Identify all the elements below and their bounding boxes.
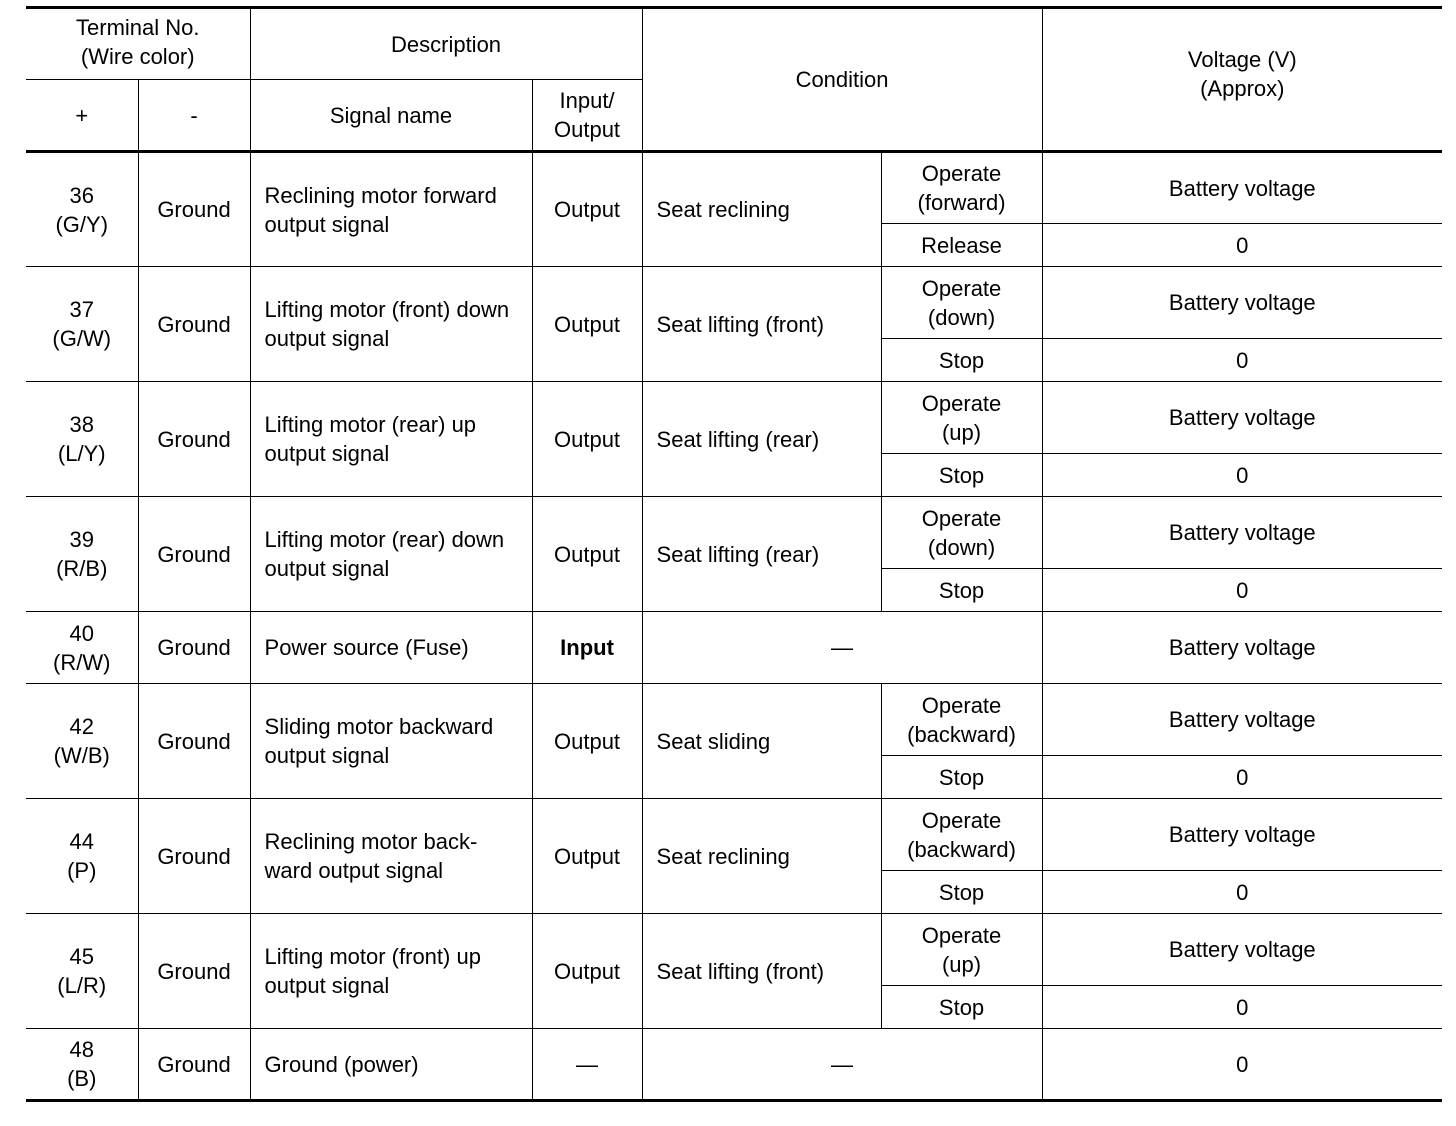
signal-name-cell: Lifting motor (rear) down output signal	[250, 497, 532, 612]
voltage-header: Voltage (V) (Approx)	[1042, 8, 1442, 152]
voltage-cell: 0	[1042, 756, 1442, 799]
terminal-cell: 37 (G/W)	[26, 267, 138, 382]
voltage-cell: Battery voltage	[1042, 152, 1442, 224]
table-row	[26, 1029, 1442, 1101]
sub-condition-cell: Stop	[881, 569, 1042, 612]
sub-condition-cell: Release	[881, 224, 1042, 267]
io-cell: Output	[532, 267, 642, 382]
terminal-cell: 48 (B)	[26, 1029, 138, 1101]
ground-cell: Ground	[138, 612, 250, 684]
voltage-cell: 0	[1042, 986, 1442, 1029]
sub-condition-cell: Operate (backward)	[881, 799, 1042, 871]
ground-cell: Ground	[138, 152, 250, 267]
minus-header: -	[138, 80, 250, 152]
io-cell: Output	[532, 684, 642, 799]
condition-cell: Seat sliding	[642, 684, 881, 799]
io-cell: Output	[532, 152, 642, 267]
condition-header: Condition	[642, 8, 1042, 152]
sub-condition-cell: Operate (up)	[881, 914, 1042, 986]
condition-cell: Seat lifting (rear)	[642, 382, 881, 497]
ground-cell: Ground	[138, 684, 250, 799]
ground-cell: Ground	[138, 1029, 250, 1101]
io-cell: Output	[532, 799, 642, 914]
voltage-cell: Battery voltage	[1042, 612, 1442, 684]
signal-name-cell: Lifting motor (rear) up output signal	[250, 382, 532, 497]
sub-condition-cell: Stop	[881, 986, 1042, 1029]
terminal-cell: 40 (R/W)	[26, 612, 138, 684]
signal-name-cell: Power source (Fuse)	[250, 612, 532, 684]
terminal-cell: 44 (P)	[26, 799, 138, 914]
voltage-cell: Battery voltage	[1042, 497, 1442, 569]
condition-cell: Seat lifting (front)	[642, 914, 881, 1029]
terminal-cell: 38 (L/Y)	[26, 382, 138, 497]
voltage-cell: 0	[1042, 871, 1442, 914]
table-body	[26, 8, 1442, 1101]
condition-cell: Seat lifting (front)	[642, 267, 881, 382]
voltage-cell: 0	[1042, 224, 1442, 267]
signal-name-cell: Ground (power)	[250, 1029, 532, 1101]
voltage-cell: Battery voltage	[1042, 382, 1442, 454]
table-row	[26, 684, 1442, 756]
signal-name-cell: Lifting motor (front) down output signal	[250, 267, 532, 382]
io-cell: Output	[532, 497, 642, 612]
table-row	[26, 497, 1442, 569]
io-cell: —	[532, 1029, 642, 1101]
voltage-cell: 0	[1042, 1029, 1442, 1101]
sub-condition-cell: Stop	[881, 871, 1042, 914]
voltage-cell: Battery voltage	[1042, 684, 1442, 756]
signal-name-cell: Reclining motor forward output signal	[250, 152, 532, 267]
voltage-cell: 0	[1042, 339, 1442, 382]
signal-name-cell: Lifting motor (front) up output signal	[250, 914, 532, 1029]
voltage-cell: 0	[1042, 454, 1442, 497]
table-row	[26, 914, 1442, 986]
table-row	[26, 267, 1442, 339]
ground-cell: Ground	[138, 497, 250, 612]
condition-cell: Seat reclining	[642, 152, 881, 267]
terminal-cell: 39 (R/B)	[26, 497, 138, 612]
ground-cell: Ground	[138, 267, 250, 382]
terminal-cell: 36 (G/Y)	[26, 152, 138, 267]
sub-condition-cell: Operate (up)	[881, 382, 1042, 454]
sub-condition-cell: Operate (forward)	[881, 152, 1042, 224]
voltage-cell: Battery voltage	[1042, 267, 1442, 339]
terminal-cell: 45 (L/R)	[26, 914, 138, 1029]
condition-cell: Seat reclining	[642, 799, 881, 914]
condition-cell: Seat lifting (rear)	[642, 497, 881, 612]
terminal-spec-table	[26, 6, 1442, 1102]
voltage-cell: Battery voltage	[1042, 799, 1442, 871]
sub-condition-cell: Stop	[881, 756, 1042, 799]
signal-name-header: Signal name	[250, 80, 532, 152]
ground-cell: Ground	[138, 382, 250, 497]
io-cell: Input	[532, 612, 642, 684]
ground-cell: Ground	[138, 914, 250, 1029]
table-row	[26, 152, 1442, 224]
table-row	[26, 799, 1442, 871]
signal-name-cell: Reclining motor back- ward output signal	[250, 799, 532, 914]
table-row	[26, 382, 1442, 454]
sub-condition-cell: Stop	[881, 339, 1042, 382]
terminal-no-header: Terminal No. (Wire color)	[26, 8, 250, 80]
io-cell: Output	[532, 914, 642, 1029]
header-row-1	[26, 8, 1442, 80]
sub-condition-cell: Operate (backward)	[881, 684, 1042, 756]
signal-name-cell: Sliding motor backward output signal	[250, 684, 532, 799]
sub-condition-cell: Stop	[881, 454, 1042, 497]
condition-cell: —	[642, 1029, 1042, 1101]
plus-header: +	[26, 80, 138, 152]
voltage-cell: 0	[1042, 569, 1442, 612]
sub-condition-cell: Operate (down)	[881, 267, 1042, 339]
io-cell: Output	[532, 382, 642, 497]
ground-cell: Ground	[138, 799, 250, 914]
sub-condition-cell: Operate (down)	[881, 497, 1042, 569]
table-row	[26, 612, 1442, 684]
terminal-cell: 42 (W/B)	[26, 684, 138, 799]
input-output-header: Input/ Output	[532, 80, 642, 152]
description-header: Description	[250, 8, 642, 80]
condition-cell: —	[642, 612, 1042, 684]
voltage-cell: Battery voltage	[1042, 914, 1442, 986]
